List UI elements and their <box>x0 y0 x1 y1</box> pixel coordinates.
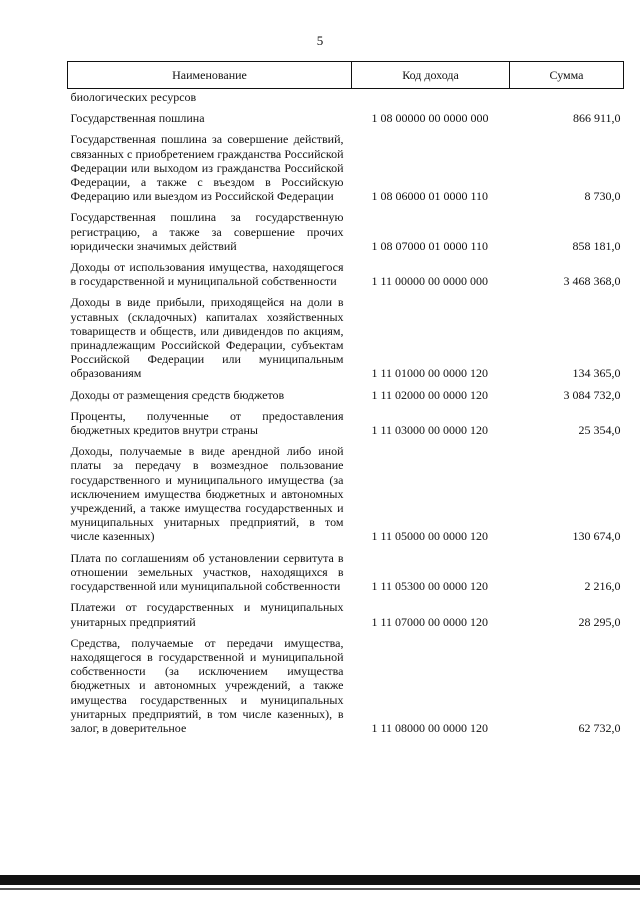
scan-edge-bar <box>0 875 640 885</box>
table-row <box>68 89 624 105</box>
table-row <box>68 253 624 288</box>
revenue-table <box>67 61 624 735</box>
row-name: Проценты, полученные от предоставления бюджетных кредитов внутри страны <box>70 408 344 438</box>
row-amount <box>510 89 624 105</box>
row-amount: 2 216,0 <box>584 579 621 594</box>
row-name: Средства, получаемые от передачи имущества, находящегося в государственной и муниципальной собственности (за исключением имущества бюджетных и автономных учреждений, а также имущества государственных и муниципальных унитарных предприятий, в том числе казенных), в залог, в доверительное <box>70 635 344 735</box>
row-amount: 62 732,0 <box>578 720 621 735</box>
row-name: Государственная пошлина за совершение действий, связанных с приобретением гражданства Российской Федерации или выходом из гражданства Российской Федерации, а также с въездом в Российскую Федерацию или выездом из Российской Федерации <box>70 132 344 204</box>
table-row <box>68 593 624 628</box>
row-code: 1 11 03000 00 0000 120 <box>371 423 489 438</box>
table-row <box>68 125 624 203</box>
table-header-row <box>68 62 624 89</box>
table-row <box>68 437 624 543</box>
row-code: 1 08 00000 00 0000 000 <box>371 111 489 126</box>
row-code: 1 11 08000 00 0000 120 <box>371 720 489 735</box>
row-name: Доходы, получаемые в виде арендной либо иной платы за передачу в возмездное пользование государственного и муниципального имущества (за исключением имущества бюджетных и автономных учреждений, а также имущества государственных и муниципальных унитарных предприятий, в том числе казенных) <box>70 444 344 544</box>
header-code: Код дохода <box>352 62 510 89</box>
row-code: 1 11 00000 00 0000 000 <box>371 274 489 289</box>
row-name: Доходы от размещения средств бюджетов <box>70 387 285 402</box>
row-name: Государственная пошлина <box>70 111 205 126</box>
row-code: 1 08 06000 01 0000 110 <box>371 189 489 204</box>
table-row <box>68 402 624 437</box>
row-name: Платежи от государственных и муниципальных унитарных предприятий <box>70 600 344 629</box>
row-code: 1 11 05000 00 0000 120 <box>371 529 489 544</box>
row-name: биологических ресурсов <box>70 90 197 104</box>
row-amount: 3 084 732,0 <box>563 387 621 402</box>
row-code: 1 11 07000 00 0000 120 <box>371 614 489 629</box>
header-amount: Сумма <box>510 62 624 89</box>
table-row <box>68 203 624 253</box>
page-number: 5 <box>316 33 324 48</box>
row-code: 1 11 05300 00 0000 120 <box>371 579 489 594</box>
header-name: Наименование <box>68 62 352 89</box>
table-row <box>68 629 624 735</box>
table-row <box>68 381 624 402</box>
row-amount: 858 181,0 <box>572 238 621 253</box>
scan-edge-line <box>0 888 640 890</box>
row-amount: 866 911,0 <box>572 111 621 126</box>
table-row <box>68 104 624 125</box>
row-code <box>352 89 510 105</box>
row-amount: 28 295,0 <box>578 614 621 629</box>
row-name: Доходы в виде прибыли, приходящейся на доли в уставных (складочных) капиталах хозяйственных товариществ и обществ, или дивидендов по акциям, принадлежащим Российской Федерации, субъектам Российской Федерации или муниципальным образованиям <box>70 295 344 381</box>
row-name: Доходы от использования имущества, находящегося в государственной и муниципальной собственности <box>70 260 344 289</box>
row-amount: 25 354,0 <box>578 423 621 438</box>
row-code: 1 11 02000 00 0000 120 <box>371 387 489 402</box>
row-amount: 8 730,0 <box>584 189 621 204</box>
table-row <box>68 288 624 380</box>
row-amount: 130 674,0 <box>572 529 621 544</box>
row-amount: 134 365,0 <box>572 366 621 381</box>
row-code: 1 08 07000 01 0000 110 <box>371 238 489 253</box>
row-name: Государственная пошлина за государственную регистрацию, а также за совершение прочих юридически значимых действий <box>70 210 344 253</box>
row-code: 1 11 01000 00 0000 120 <box>371 366 489 381</box>
table-row <box>68 544 624 594</box>
row-amount: 3 468 368,0 <box>563 274 621 289</box>
row-name: Плата по соглашениям об установлении сервитута в отношении земельных участков, находящихся в государственной или муниципальной собственности <box>70 550 344 594</box>
